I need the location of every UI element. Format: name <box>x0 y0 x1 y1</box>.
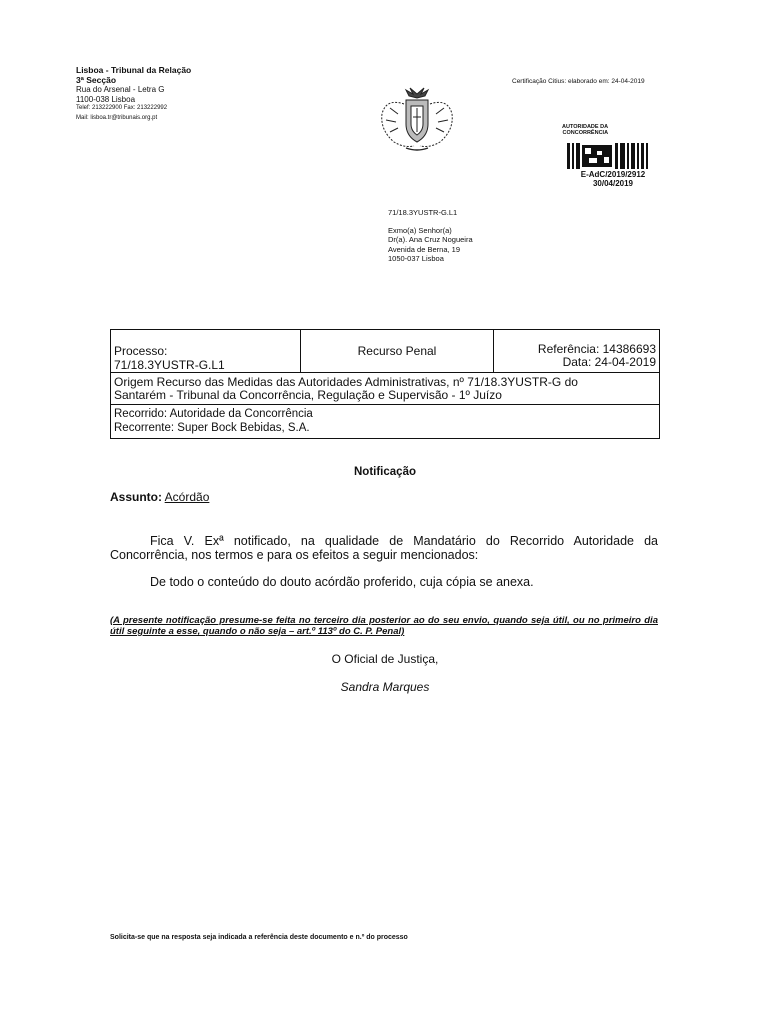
registration-date: 30/04/2019 <box>592 179 634 188</box>
registration-id: E-AdC/2019/2912 <box>580 170 646 179</box>
recipient-block <box>388 208 473 263</box>
coat-of-arms-icon <box>376 84 458 154</box>
recipient-street: Avenida de Berna, 19 <box>388 244 461 254</box>
recipient-salutation: Exmo(a) Senhor(a) <box>388 226 452 236</box>
subject-value: Acórdão <box>164 490 210 504</box>
case-type: Recurso Penal <box>301 330 494 372</box>
sender-street: Rua do Arsenal - Letra G <box>76 85 165 94</box>
origin-line-2: Santarém - Tribunal da Concorrência, Regulação e Supervisão - 1º Juízo <box>114 388 502 402</box>
barcode-icon <box>567 143 649 169</box>
case-header-row <box>110 329 660 373</box>
stamp-org-line1: AUTORIDADE DA <box>562 124 609 130</box>
process-cell <box>111 330 301 372</box>
registration-stamp <box>567 170 659 188</box>
body-content: De todo o conteúdo do douto acórdão proferido, cuja cópia se anexa. <box>150 575 534 589</box>
sender-email: Mail: lisboa.tr@tribunais.org.pt <box>76 114 158 121</box>
subject-label: Assunto: <box>110 490 162 504</box>
officer-title: O Oficial de Justiça, <box>331 652 439 666</box>
footer-note: Solicita-se que na resposta seja indicada a referência deste documento e n.º do processo <box>110 934 408 941</box>
sender-name: Lisboa - Tribunal da Relação <box>76 65 192 75</box>
stamp-org-line2: CONCORRÊNCIA <box>562 130 609 136</box>
sender-section: 3ª Secção <box>76 74 117 85</box>
legal-note: (A presente notificação presume-se feita no terceiro dia posterior ao do seu envio, quando seja útil, ou no primeiro dia útil seguinte a esse, quando o não seja – art.º 113º do C. P. Penal) <box>110 615 658 637</box>
stamp-org <box>562 124 608 136</box>
officer-name: Sandra Marques <box>340 680 430 694</box>
process-number: 71/18.3YUSTR-G.L1 <box>114 358 225 372</box>
sender-postal: 1100-038 Lisboa <box>76 94 136 104</box>
origin-row <box>110 373 660 405</box>
reference-cell <box>494 330 659 372</box>
document-title: Notificação <box>354 466 416 478</box>
recipient-postal: 1050-037 Lisboa <box>388 253 444 263</box>
certification-text: Certificação Citius: elaborado em: 24-04-2019 <box>512 78 645 85</box>
origin-line-1: Origem Recurso das Medidas das Autoridades Administrativas, nº 71/18.3YUSTR-G do <box>114 375 578 389</box>
reference-number: Referência: 14386693 <box>537 342 656 356</box>
process-label: Processo: <box>114 344 168 358</box>
reference-date: Data: 24-04-2019 <box>562 355 656 369</box>
recipient-name: Dr(a). Ana Cruz Nogueira <box>388 235 473 245</box>
case-table <box>110 329 660 439</box>
sender-block <box>76 66 191 123</box>
recipient-ref: 71/18.3YUSTR-G.L1 <box>388 208 458 217</box>
appellant: Recorrente: Super Bock Bebidas, S.A. <box>110 421 660 439</box>
subject-line <box>110 490 209 504</box>
sender-phone: Telef: 213222900 Fax: 213222992 <box>76 105 168 111</box>
respondent: Recorrido: Autoridade da Concorrência <box>110 405 660 421</box>
body-intro: Fica V. Exª notificado, na qualidade de Mandatário do Recorrido Autoridade da Concorrência, nos termos e para os efeitos a seguir mencionados: <box>110 534 658 562</box>
